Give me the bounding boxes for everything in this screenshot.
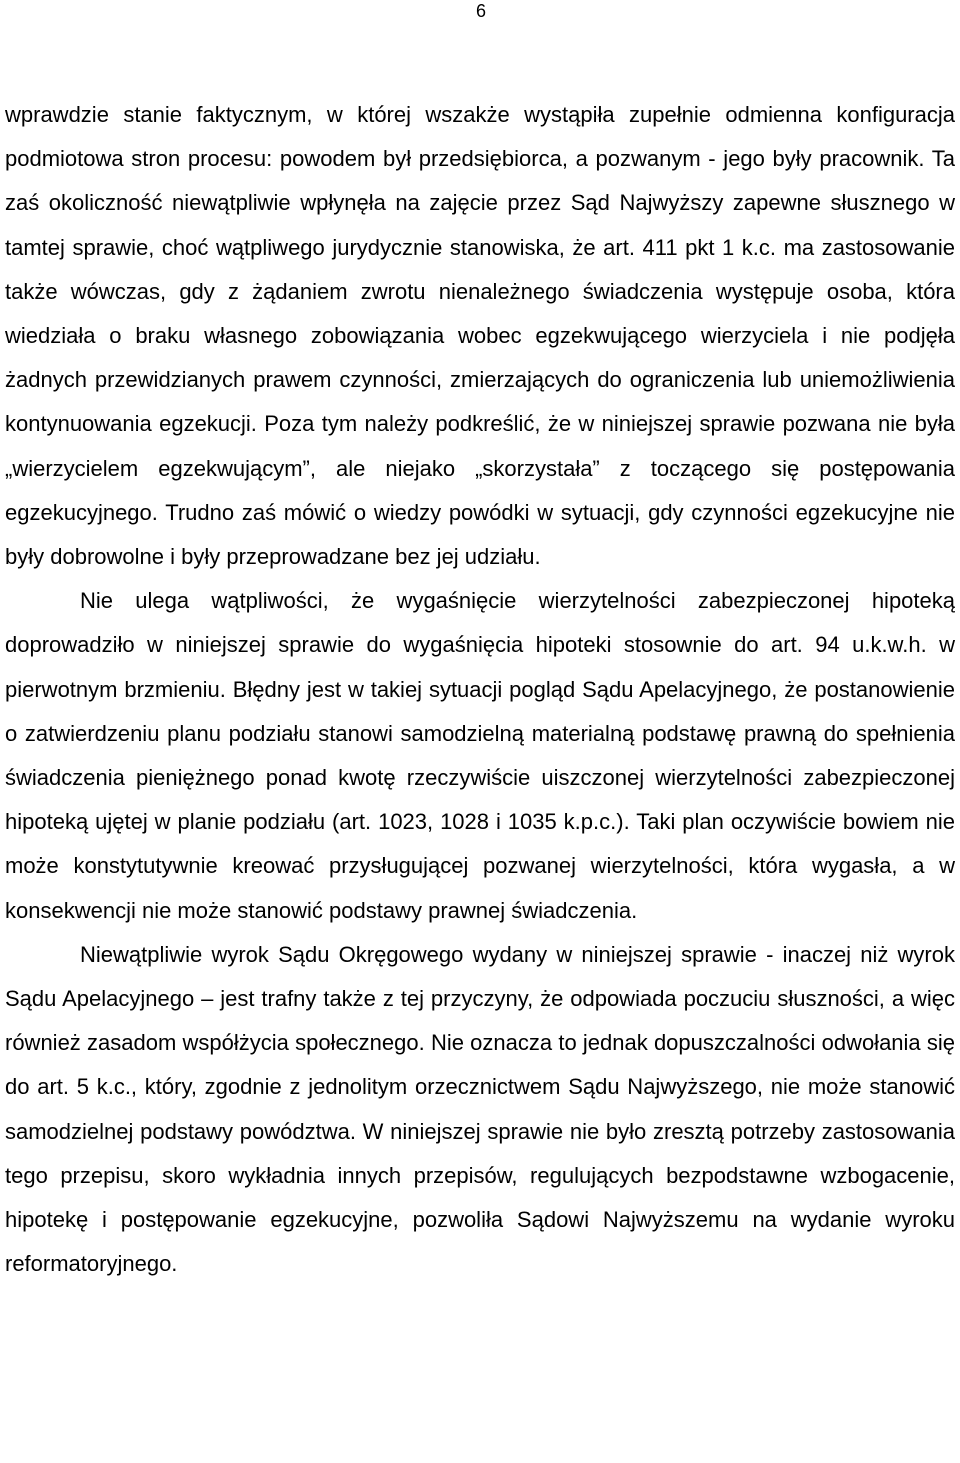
document-body [5, 93, 955, 1286]
paragraph-hipoteka: Nie ulega wątpliwości, że wygaśnięcie wierzytelności zabezpieczonej hipoteką doprowadziło w niniejszej sprawie do wygaśnięcia hipoteki stosownie do art. 94 u.k.w.h. w pierwotnym brzmieniu. Błędny jest w takiej sytuacji pogląd Sądu Apelacyjnego, że postanowienie o zatwierdzeniu planu podziału stanowi samodzielną materialną podstawę prawną do spełnienia świadczenia pieniężnego ponad kwotę rzeczywiście uiszczonej wierzytelności zabezpieczonej hipoteką ujętej w planie podziału (art. 1023, 1028 i 1035 k.p.c.). Taki plan oczywiście bowiem nie może konstytutywnie kreować przysługującej pozwanej wierzytelności, która wygasła, a w konsekwencji nie może stanowić podstawy prawnej świadczenia. [5, 588, 955, 923]
paragraph-continuation: wprawdzie stanie faktycznym, w której wszakże wystąpiła zupełnie odmienna konfiguracja podmiotowa stron procesu: powodem był przedsiębiorca, a pozwanym - jego były pracownik. Ta zaś okoliczność niewątpliwie wpłynęła na zajęcie przez Sąd Najwyższy zapewne słusznego w tamtej sprawie, choć wątpliwego jurydycznie stanowiska, że art. 411 pkt 1 k.c. ma zastosowanie także wówczas, gdy z żądaniem zwrotu nienależnego świadczenia występuje osoba, która wiedziała o braku własnego zobowiązania wobec egzekwującego wierzyciela i nie podjęła żadnych przewidzianych prawem czynności, zmierzających do ograniczenia lub uniemożliwienia kontynuowania egzekucji. Poza tym należy podkreślić, że w niniejszej sprawie pozwana nie była „wierzycielem egzekwującym”, ale niejako „skorzystała” z toczącego się postępowania egzekucyjnego. Trudno zaś mówić o wiedzy powódki w sytuacji, gdy czynności egzekucyjne nie były dobrowolne i były przeprowadzane bez jej udziału. [5, 102, 955, 570]
paragraph-conclusion: Niewątpliwie wyrok Sądu Okręgowego wydany w niniejszej sprawie - inaczej niż wyrok Sądu Apelacyjnego – jest trafny także z tej przyczyny, że odpowiada poczuciu słuszności, a więc również zasadom współżycia społecznego. Nie oznacza to jednak dopuszczalności odwołania się do art. 5 k.c., który, zgodnie z jednolitym orzecznictwem Sądu Najwyższego, nie może stanowić samodzielnej podstawy powództwa. W niniejszej sprawie nie było zresztą potrzeby zastosowania tego przepisu, skoro wykładnia innych przepisów, regulujących bezpodstawne wzbogacenie, hipotekę i postępowanie egzekucyjne, pozwoliła Sądowi Najwyższemu na wydanie wyroku reformatoryjnego. [5, 941, 955, 1277]
page-number: 6 [475, 1, 486, 21]
